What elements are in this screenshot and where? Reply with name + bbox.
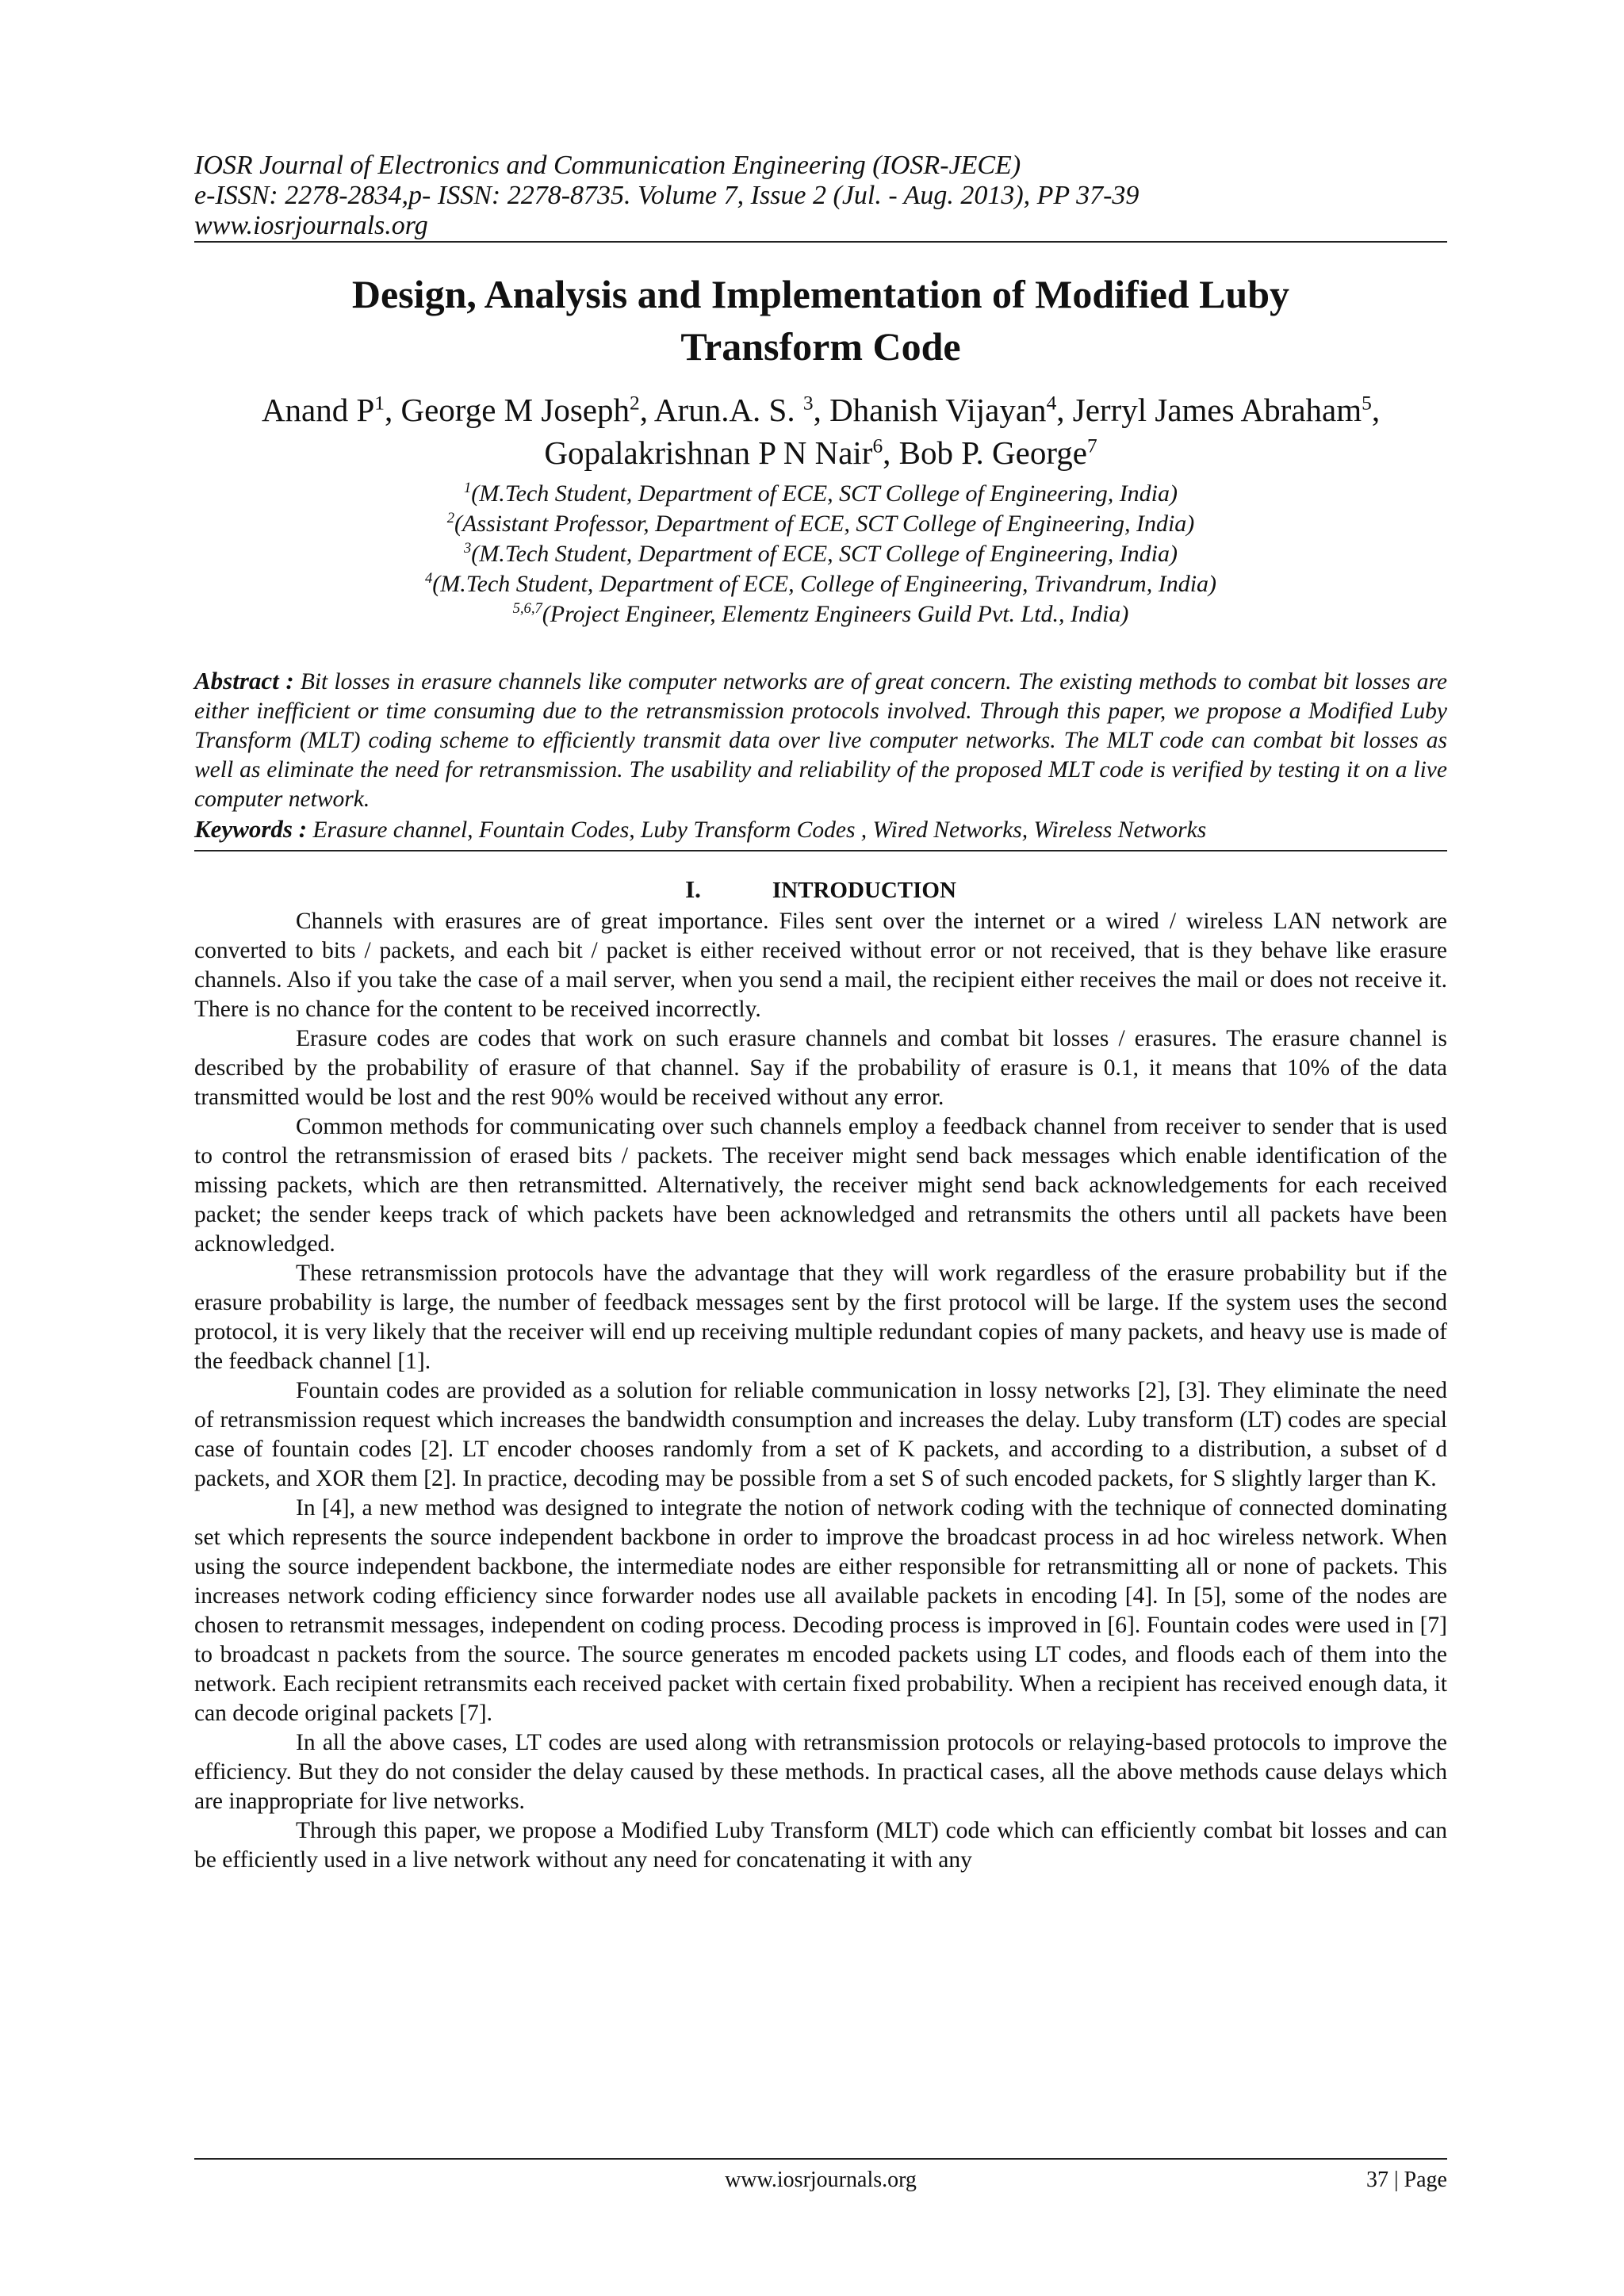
paragraph: Through this paper, we propose a Modified Luby Transform (MLT) code which can efficiently combat bit losses and can be efficiently used in a live network without any need for concatenating it with any: [194, 1818, 1447, 1873]
paragraph: These retransmission protocols have the advantage that they will work regardless of the erasure probability but if the erasure probability is large, the number of feedback messages sent by the first protocol will be large. If the system uses the second protocol, it is very likely that the receiver will end up receiving multiple redundant copies of many packets, and heavy use is made of the feedback channel [1].: [194, 1261, 1447, 1374]
body-text: [194, 907, 1447, 1875]
affiliation: [194, 569, 1447, 599]
affiliation-sup: 2: [446, 510, 454, 526]
section-heading: [194, 875, 1447, 904]
page-number: 37 | Page: [1365, 2168, 1447, 2192]
author-sup: 7: [1086, 434, 1097, 457]
abstract-text: Bit losses in erasure channels like computer networks are of great concern. The existing methods to combat bit losses are either inefficient or time consuming due to the retransmission protocols involved. Through this paper, we propose a Modified Luby Transform (MLT) coding scheme to efficiently transmit data over live computer networks. The MLT code can combat bit losses as well as eliminate the need for retransmission. The usability and reliability of the proposed MLT code is verified by testing it on a live computer network.: [194, 669, 1447, 812]
author-sup: 2: [629, 392, 640, 415]
affiliation-sup: 1: [463, 480, 472, 496]
paragraph: Erasure codes are codes that work on such erasure channels and combat bit losses / erasures. The erasure channel is described by the probability of erasure of that channel. Say if the probability of erasure is 0.1, it means that 10% of the data transmitted would be lost and the rest 90% would be received without any error.: [194, 1026, 1447, 1110]
keywords: [194, 814, 1447, 845]
affiliation-text: (Project Engineer, Elementz Engineers Guild Pvt. Ltd., India): [542, 601, 1129, 627]
author-sup: 4: [1046, 392, 1057, 415]
affiliation-sup: 3: [463, 540, 472, 557]
paragraph: In all the above cases, LT codes are used along with retransmission protocols or relaying-based protocols to improve the efficiency. But they do not consider the delay caused by these methods. In practical cases, all the above methods cause delays which are inappropriate for live networks.: [194, 1730, 1447, 1814]
footer-rule: [194, 2158, 1447, 2160]
affiliation-text: (M.Tech Student, Department of ECE, SCT College of Engineering, India): [471, 480, 1178, 507]
journal-name: IOSR Journal of Electronics and Communication Engineering (IOSR-JECE): [194, 151, 1021, 180]
affiliation-sup: 4: [424, 570, 433, 587]
title-line-1: Design, Analysis and Implementation of Modified Luby: [351, 272, 1290, 316]
author-sup: 1: [374, 392, 385, 415]
paper-page: [194, 151, 1447, 1875]
author-sup: 5: [1362, 392, 1372, 415]
abstract-section: [194, 666, 1447, 845]
section-title: INTRODUCTION: [772, 878, 956, 903]
footer-url[interactable]: www.iosrjournals.org: [725, 2168, 917, 2192]
author-name: , Gopalakrishnan P N Nair: [544, 392, 1381, 471]
author-name: , Jerryl James Abraham: [1056, 392, 1362, 428]
author-name: , Arun.A. S.: [639, 392, 803, 428]
author-name: , Bob P. George: [883, 434, 1087, 471]
title-line-2: Transform Code: [680, 324, 961, 369]
header-rule: [194, 241, 1447, 243]
abstract-label: Abstract :: [194, 667, 294, 695]
author-name: Anand P: [261, 392, 375, 428]
affiliation-text: (Assistant Professor, Department of ECE, SCT College of Engineering, India): [454, 511, 1195, 537]
keywords-label: Keywords :: [194, 815, 308, 843]
section-number: I.: [685, 875, 701, 903]
keywords-text: Erasure channel, Fountain Codes, Luby Transform Codes , Wired Networks, Wireless Networks: [307, 817, 1207, 843]
affiliation: [194, 599, 1447, 629]
journal-url[interactable]: www.iosrjournals.org: [194, 211, 428, 240]
paragraph: Fountain codes are provided as a solution for reliable communication in lossy networks [2], [3]. They eliminate the need of retransmission request which increases the bandwidth consumption and increases the delay. Luby transform (LT) codes are special case of fountain codes [2]. LT encoder chooses randomly from a set of K packets, and according to a distribution, a subset of d packets, and XOR them [2]. In practice, decoding may be possible from a set S of such encoded packets, for S slightly larger than K.: [194, 1378, 1447, 1491]
abstract: [194, 666, 1447, 814]
affiliation: [194, 509, 1447, 539]
affiliation-sup: 5,6,7: [512, 600, 542, 617]
affiliation-list: [194, 479, 1447, 629]
author-list: [194, 388, 1447, 474]
author-sup: 3: [802, 392, 814, 415]
paragraph: Common methods for communicating over such channels employ a feedback channel from receiver to sender that is used to control the retransmission of erased bits / packets. The receiver might send back messages which enable identification of the missing packets, which are then retransmitted. Alternatively, the receiver might send back acknowledgements for each received packet; the sender keeps track of which packets have been acknowledged and retransmits the others until all packets have been acknowledged.: [194, 1114, 1447, 1257]
page-footer: [194, 2158, 1447, 2192]
paragraph: In [4], a new method was designed to integrate the notion of network coding with the technique of connected dominating set which represents the source independent backbone in order to improve the broadcast process in ad hoc wireless network. When using the source independent backbone, the intermediate nodes are either responsible for retransmitting all or none of packets. This increases network coding efficiency since forwarder nodes use all available packets in encoding [4]. In [5], some of the nodes are chosen to retransmit messages, independent on coding process. Decoding process is improved in [6]. Fountain codes were used in [7] to broadcast n packets from the source. The source generates m encoded packets using LT codes, and floods each of them into the network. Each recipient retransmits each received packet with certain fixed probability. When a recipient has received enough data, it can decode original packets [7].: [194, 1495, 1447, 1726]
affiliation-text: (M.Tech Student, Department of ECE, SCT College of Engineering, India): [471, 541, 1178, 567]
affiliation: [194, 479, 1447, 509]
journal-header: [194, 151, 1447, 241]
affiliation: [194, 539, 1447, 569]
author-name: , Dhanish Vijayan: [813, 392, 1047, 428]
author-sup: 6: [872, 434, 883, 457]
journal-issn: e-ISSN: 2278-2834,p- ISSN: 2278-8735. Volume 7, Issue 2 (Jul. - Aug. 2013), PP 37-39: [194, 181, 1139, 210]
paragraph: Channels with erasures are of great importance. Files sent over the internet or a wired / wireless LAN network are converted to bits / packets, and each bit / packet is either received without error or not received, that is they behave like erasure channels. Also if you take the case of a mail server, when you send a mail, the recipient either receives the mail or does not receive it. There is no chance for the content to be received incorrectly.: [194, 909, 1447, 1022]
abstract-rule: [194, 850, 1447, 851]
paper-title: [194, 268, 1447, 373]
author-name: , George M Joseph: [385, 392, 630, 428]
affiliation-text: (M.Tech Student, Department of ECE, College of Engineering, Trivandrum, India): [432, 571, 1217, 597]
